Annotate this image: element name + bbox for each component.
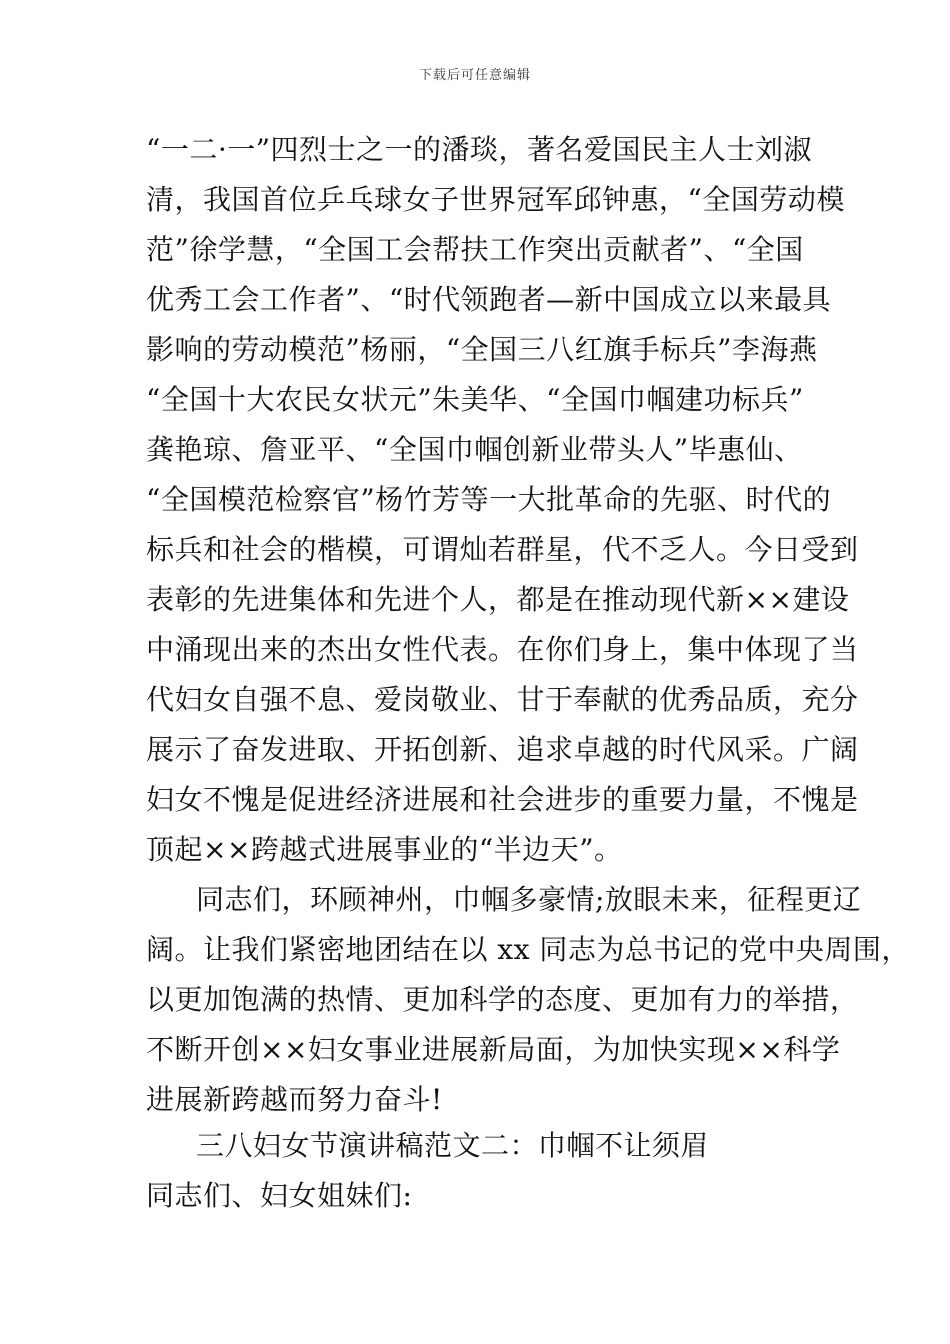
salutation: 同志们、妇女姐妹们:	[146, 1179, 413, 1212]
paragraph-first-line: 同志们，环顾神州，巾帼多豪情;放眼未来，征程更辽	[196, 883, 862, 916]
text-line: “全国十大农民女状元”朱美华、“全国巾帼建功标兵”	[146, 383, 804, 416]
text-line: “全国模范检察官”杨竹芳等一大批革命的先驱、时代的	[146, 483, 832, 516]
text-line: 优秀工会工作者”、“时代领跑者—新中国成立以来最具	[146, 283, 832, 316]
text-line: 表彰的先进集体和先进个人，都是在推动现代新××建设	[146, 583, 850, 616]
text-line: 代妇女自强不息、爱岗敬业、甘于奉献的优秀品质，充分	[146, 683, 859, 716]
text-line: 范”徐学慧，“全国工会帮扶工作突出贡献者”、“全国	[146, 233, 804, 266]
text-line: 进展新跨越而努力奋斗!	[146, 1083, 443, 1116]
text-line: 展示了奋发进取、开拓创新、追求卓越的时代风采。广阔	[146, 733, 859, 766]
text-line: 顶起××跨越式进展事业的“半边天”。	[146, 833, 623, 866]
section-heading: 三八妇女节演讲稿范文二：巾帼不让须眉	[196, 1129, 710, 1162]
text-line: 不断开创××妇女事业进展新局面，为加快实现××科学	[146, 1033, 841, 1066]
text-line: 龚艳琼、詹亚平、“全国巾帼创新业带头人”毕惠仙、	[146, 433, 803, 466]
page-header: 下载后可任意编辑	[418, 68, 531, 83]
text-line: 影响的劳动模范”杨丽，“全国三八红旗手标兵”李海燕	[146, 333, 818, 366]
text-line: 中涌现出来的杰出女性代表。在你们身上，集中体现了当	[146, 633, 859, 666]
text-line: “一二·一”四烈士之一的潘琰，著名爱国民主人士刘淑	[146, 133, 813, 166]
text-line: 阔。让我们紧密地团结在以 xx 同志为总书记的党中央周围，	[146, 933, 910, 966]
text-line: 妇女不愧是促进经济进展和社会进步的重要力量，不愧是	[146, 783, 859, 816]
text-line: 以更加饱满的热情、更加科学的态度、更加有力的举措，	[146, 983, 859, 1016]
text-line: 标兵和社会的楷模，可谓灿若群星，代不乏人。今日受到	[146, 533, 859, 566]
text-line: 清，我国首位乒乓球女子世界冠军邱钟惠，“全国劳动模	[146, 183, 845, 216]
